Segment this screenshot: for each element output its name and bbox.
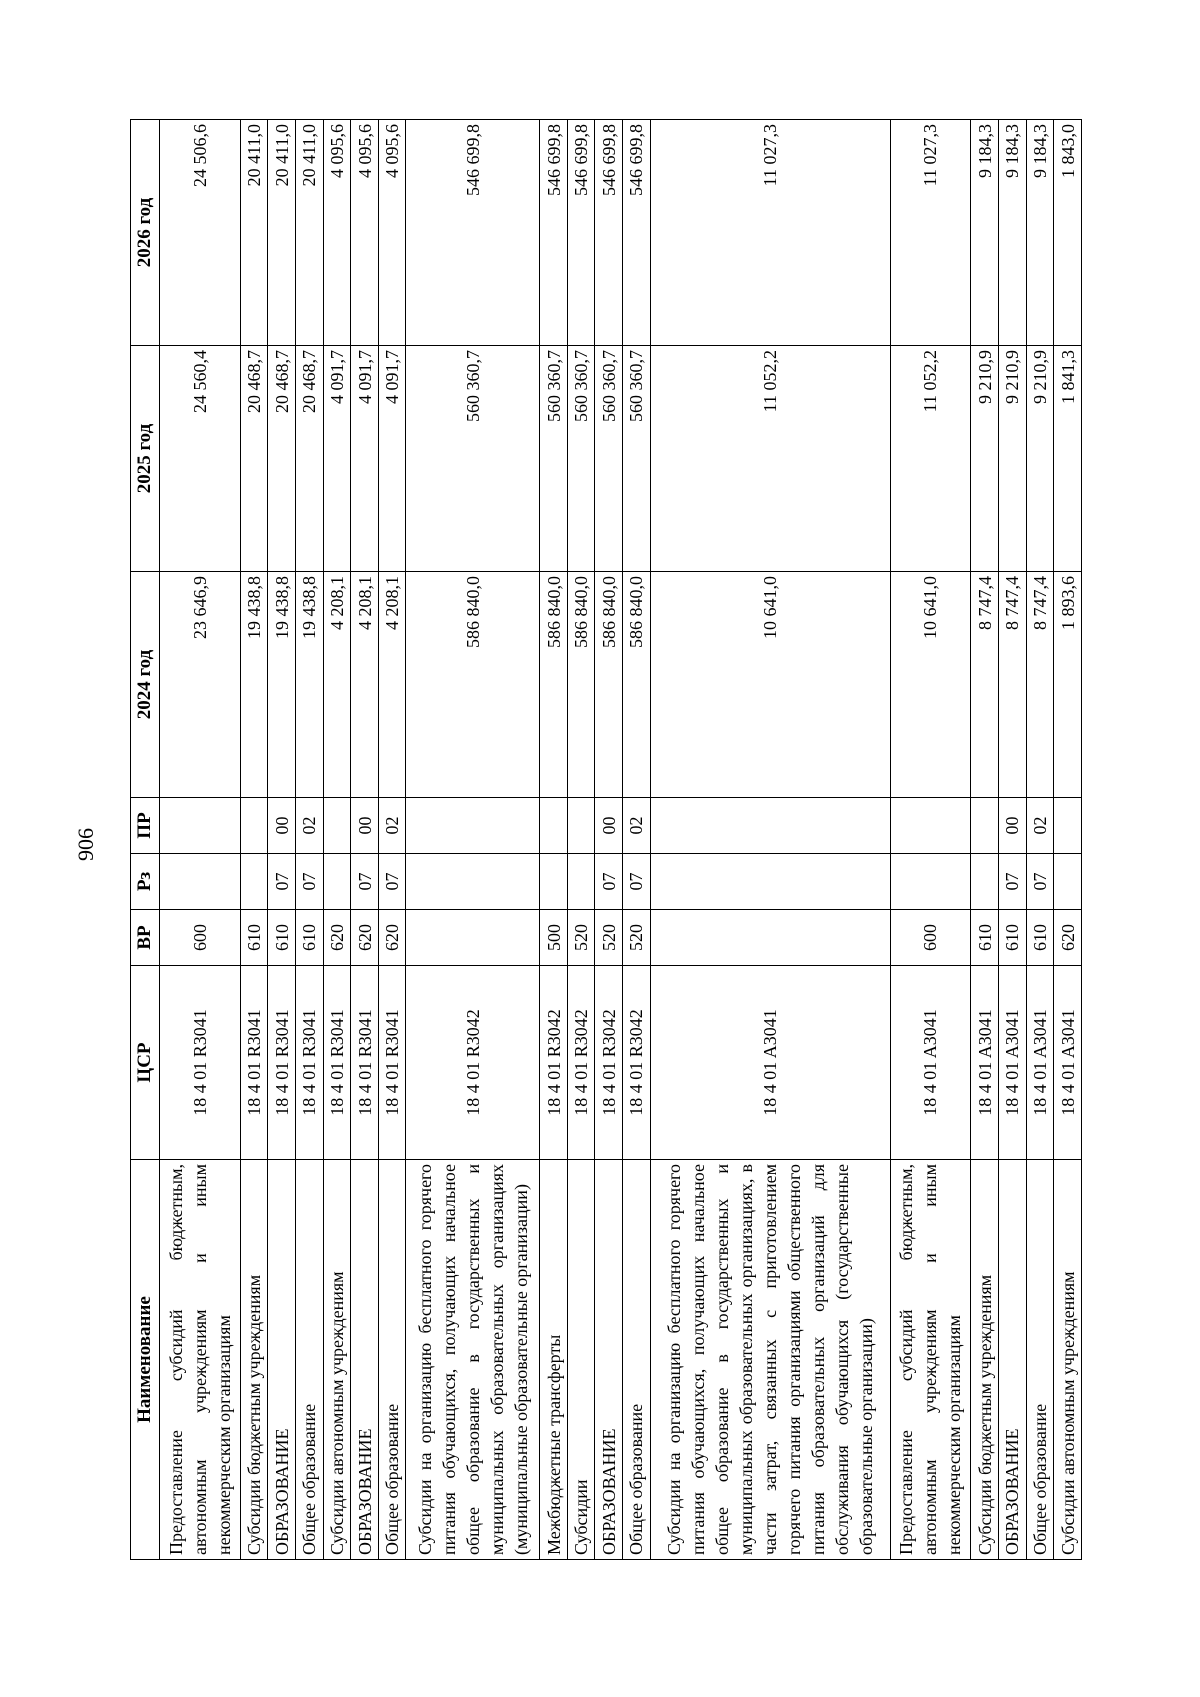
header-pr: ПР: [131, 798, 160, 854]
row-rz: [650, 854, 890, 910]
table-row: [540, 120, 568, 1560]
row-2026: 20 411,0: [240, 120, 268, 346]
header-2025: 2025 год: [131, 346, 160, 572]
row-csr: 18 4 01 R3042: [567, 966, 595, 1160]
row-name: Субсидии на организацию бесплатного горячего питания обучающихся, получающих начальное общее образование в государственных и муниципальных образовательных организациях (муниципальные образовательные организации): [406, 1160, 540, 1560]
row-pr: [890, 798, 971, 854]
table-row: [971, 120, 999, 1560]
row-2026: 11 027,3: [650, 120, 890, 346]
row-2024: 8 747,4: [971, 572, 999, 798]
row-pr: 00: [998, 798, 1026, 854]
row-2025: 24 560,4: [160, 346, 241, 572]
row-2025: 9 210,9: [971, 346, 999, 572]
row-vr: 500: [540, 910, 568, 966]
row-2025: 9 210,9: [998, 346, 1026, 572]
row-name: Субсидии бюджетным учреждениям: [971, 1160, 999, 1560]
row-name: Общее образование: [1026, 1160, 1054, 1560]
row-rz: [890, 854, 971, 910]
row-2026: 20 411,0: [295, 120, 323, 346]
table-row: [595, 120, 623, 1560]
row-2024: 586 840,0: [595, 572, 623, 798]
row-2025: 560 360,7: [595, 346, 623, 572]
row-2026: 546 699,8: [406, 120, 540, 346]
rotated-table-container: [130, 120, 1082, 1560]
row-vr: 520: [623, 910, 651, 966]
row-2026: 4 095,6: [323, 120, 351, 346]
table-row: [406, 120, 540, 1560]
row-2025: 560 360,7: [406, 346, 540, 572]
row-vr: 610: [998, 910, 1026, 966]
table-row: [378, 120, 406, 1560]
row-2024: 1 893,6: [1054, 572, 1082, 798]
row-2024: 586 840,0: [406, 572, 540, 798]
row-name: Субсидии автономным учреждениям: [323, 1160, 351, 1560]
row-2026: 20 411,0: [268, 120, 296, 346]
table-row: [295, 120, 323, 1560]
row-name: ОБРАЗОВАНИЕ: [268, 1160, 296, 1560]
row-vr: 620: [1054, 910, 1082, 966]
row-name: Общее образование: [378, 1160, 406, 1560]
row-rz: 07: [595, 854, 623, 910]
row-2024: 10 641,0: [650, 572, 890, 798]
row-name: Межбюджетные трансферты: [540, 1160, 568, 1560]
row-csr: 18 4 01 R3042: [623, 966, 651, 1160]
row-pr: [323, 798, 351, 854]
table-row: [268, 120, 296, 1560]
row-csr: 18 4 01 R3041: [240, 966, 268, 1160]
row-pr: [567, 798, 595, 854]
row-vr: 600: [160, 910, 241, 966]
row-rz: [567, 854, 595, 910]
table-row: [623, 120, 651, 1560]
table-row: [567, 120, 595, 1560]
row-name: ОБРАЗОВАНИЕ: [351, 1160, 379, 1560]
row-2026: 546 699,8: [567, 120, 595, 346]
row-2024: 4 208,1: [378, 572, 406, 798]
row-2026: 1 843,0: [1054, 120, 1082, 346]
row-vr: 610: [268, 910, 296, 966]
row-rz: [406, 854, 540, 910]
row-2026: 4 095,6: [378, 120, 406, 346]
row-2025: 1 841,3: [1054, 346, 1082, 572]
row-vr: 520: [595, 910, 623, 966]
row-2025: 11 052,2: [650, 346, 890, 572]
row-2025: 4 091,7: [378, 346, 406, 572]
row-2025: 20 468,7: [240, 346, 268, 572]
row-pr: 00: [351, 798, 379, 854]
row-name: Общее образование: [623, 1160, 651, 1560]
row-csr: 18 4 01 R3042: [595, 966, 623, 1160]
row-name: ОБРАЗОВАНИЕ: [595, 1160, 623, 1560]
row-2024: 586 840,0: [540, 572, 568, 798]
row-name: Предоставление субсидий бюджетным, автономным учреждениям и иным некоммерческим организациям: [890, 1160, 971, 1560]
row-2026: 546 699,8: [540, 120, 568, 346]
row-rz: [540, 854, 568, 910]
table-row: [890, 120, 971, 1560]
row-csr: 18 4 01 R3041: [351, 966, 379, 1160]
table-row: [1026, 120, 1054, 1560]
row-name: Субсидии: [567, 1160, 595, 1560]
row-rz: 07: [378, 854, 406, 910]
table-row: [1054, 120, 1082, 1560]
row-pr: 00: [595, 798, 623, 854]
header-2026: 2026 год: [131, 120, 160, 346]
row-vr: 610: [295, 910, 323, 966]
row-pr: [971, 798, 999, 854]
row-rz: 07: [1026, 854, 1054, 910]
row-vr: 520: [567, 910, 595, 966]
row-csr: 18 4 01 A3041: [650, 966, 890, 1160]
row-name: ОБРАЗОВАНИЕ: [998, 1160, 1026, 1560]
row-csr: 18 4 01 A3041: [971, 966, 999, 1160]
row-rz: 07: [998, 854, 1026, 910]
row-rz: [323, 854, 351, 910]
row-2026: 24 506,6: [160, 120, 241, 346]
table-row: [650, 120, 890, 1560]
row-pr: [540, 798, 568, 854]
row-rz: [1054, 854, 1082, 910]
table-header-row: [131, 120, 160, 1560]
row-2026: 4 095,6: [351, 120, 379, 346]
row-pr: [160, 798, 241, 854]
table-row: [351, 120, 379, 1560]
row-vr: [406, 910, 540, 966]
row-2026: 546 699,8: [623, 120, 651, 346]
row-vr: 610: [1026, 910, 1054, 966]
row-2025: 560 360,7: [567, 346, 595, 572]
row-pr: 02: [623, 798, 651, 854]
row-csr: 18 4 01 A3041: [1054, 966, 1082, 1160]
row-2025: 560 360,7: [623, 346, 651, 572]
header-2024: 2024 год: [131, 572, 160, 798]
row-2026: 9 184,3: [1026, 120, 1054, 346]
row-vr: 600: [890, 910, 971, 966]
row-2024: 10 641,0: [890, 572, 971, 798]
row-rz: [160, 854, 241, 910]
row-csr: 18 4 01 R3041: [295, 966, 323, 1160]
row-2026: 11 027,3: [890, 120, 971, 346]
row-pr: 02: [1026, 798, 1054, 854]
row-csr: 18 4 01 R3041: [378, 966, 406, 1160]
row-rz: [240, 854, 268, 910]
row-2025: 4 091,7: [351, 346, 379, 572]
row-name: Предоставление субсидий бюджетным, автономным учреждениям и иным некоммерческим организациям: [160, 1160, 241, 1560]
row-csr: 18 4 01 A3041: [890, 966, 971, 1160]
row-csr: 18 4 01 R3041: [323, 966, 351, 1160]
row-vr: 620: [323, 910, 351, 966]
row-2024: 19 438,8: [240, 572, 268, 798]
row-vr: [650, 910, 890, 966]
header-vr: ВР: [131, 910, 160, 966]
row-2024: 19 438,8: [268, 572, 296, 798]
row-csr: 18 4 01 R3042: [406, 966, 540, 1160]
row-pr: [650, 798, 890, 854]
header-name: Наименование: [131, 1160, 160, 1560]
row-pr: 02: [295, 798, 323, 854]
row-2026: 9 184,3: [998, 120, 1026, 346]
row-2024: 586 840,0: [567, 572, 595, 798]
row-csr: 18 4 01 A3041: [998, 966, 1026, 1160]
row-rz: [971, 854, 999, 910]
row-vr: 620: [378, 910, 406, 966]
row-2026: 546 699,8: [595, 120, 623, 346]
budget-table: [130, 119, 1082, 1560]
row-pr: 00: [268, 798, 296, 854]
table-row: [998, 120, 1026, 1560]
table-row: [160, 120, 241, 1560]
row-2024: 8 747,4: [1026, 572, 1054, 798]
row-2025: 560 360,7: [540, 346, 568, 572]
row-csr: 18 4 01 R3041: [268, 966, 296, 1160]
row-2024: 4 208,1: [323, 572, 351, 798]
row-pr: 02: [378, 798, 406, 854]
row-rz: 07: [351, 854, 379, 910]
row-2024: 586 840,0: [623, 572, 651, 798]
table-row: [323, 120, 351, 1560]
row-pr: [240, 798, 268, 854]
row-name: Субсидии на организацию бесплатного горячего питания обучающихся, получающих начальное общее образование в государственных и муниципальных образовательных организациях, в части затрат, связанных с приготовлением горячего питания организациями общественного питания образовательных организаций для обслуживания обучающихся (государственные образовательные организации): [650, 1160, 890, 1560]
row-name: Субсидии бюджетным учреждениям: [240, 1160, 268, 1560]
row-vr: 610: [971, 910, 999, 966]
row-vr: 610: [240, 910, 268, 966]
row-2025: 20 468,7: [295, 346, 323, 572]
row-rz: 07: [268, 854, 296, 910]
row-2025: 4 091,7: [323, 346, 351, 572]
row-rz: 07: [295, 854, 323, 910]
row-csr: 18 4 01 R3042: [540, 966, 568, 1160]
table-row: [240, 120, 268, 1560]
row-name: Общее образование: [295, 1160, 323, 1560]
header-csr: ЦСР: [131, 966, 160, 1160]
row-2025: 11 052,2: [890, 346, 971, 572]
row-name: Субсидии автономным учреждениям: [1054, 1160, 1082, 1560]
row-2024: 19 438,8: [295, 572, 323, 798]
row-vr: 620: [351, 910, 379, 966]
row-2024: 8 747,4: [998, 572, 1026, 798]
row-2025: 9 210,9: [1026, 346, 1054, 572]
row-pr: [1054, 798, 1082, 854]
row-2024: 23 646,9: [160, 572, 241, 798]
header-rz: Рз: [131, 854, 160, 910]
row-2025: 20 468,7: [268, 346, 296, 572]
row-pr: [406, 798, 540, 854]
row-csr: 18 4 01 A3041: [1026, 966, 1054, 1160]
row-2024: 4 208,1: [351, 572, 379, 798]
row-rz: 07: [623, 854, 651, 910]
page-number: 906: [73, 828, 98, 861]
row-2026: 9 184,3: [971, 120, 999, 346]
row-csr: 18 4 01 R3041: [160, 966, 241, 1160]
